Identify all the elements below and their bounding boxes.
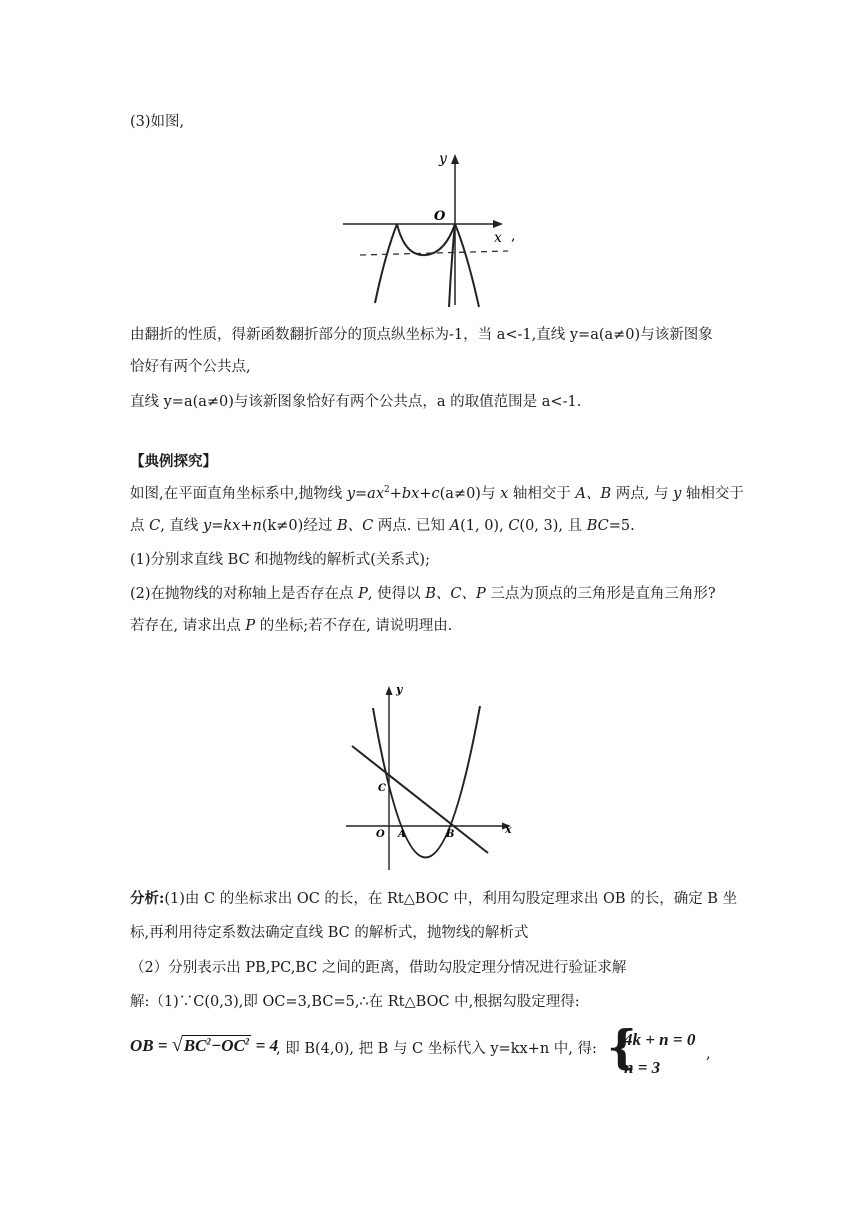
part3-line2: 恰好有两个公共点, — [130, 359, 251, 375]
fig1-y-arrow — [451, 154, 459, 164]
fig2-y-label: y — [396, 683, 403, 696]
fig2-x-label: x — [505, 823, 512, 836]
example-paragraph-line1: 如图,在平面直角坐标系中,抛物线 $y=ax^2+bx+c(a\ne 0)$与 x 轴相交于 A、B 两点, 与 y 轴相交于 — [130, 485, 744, 502]
example-title: 【典例探究】 — [130, 453, 217, 470]
part3-heading: (3)如图, — [130, 114, 185, 130]
fig1-y-label: y — [439, 151, 447, 167]
fig2-line-bc — [352, 746, 488, 853]
question-1: (1)分别求直线 BC 和抛物线的解析式(关系式); — [130, 552, 430, 568]
fig1-right-branch — [455, 224, 479, 307]
solution-formula — [130, 1020, 730, 1088]
formula-end-comma: , — [706, 1046, 711, 1062]
figure-folded-parabola — [335, 145, 535, 315]
part3-line3: 直线 y=a(a≠0)与该新图象恰好有两个公共点，a 的取值范围是 a<-1. — [130, 394, 582, 410]
analysis-line2: 标,再利用待定系数法确定直线 BC 的解析式，抛物线的解析式 — [130, 925, 529, 941]
system-brace: { — [607, 1020, 637, 1074]
fig1-x-label: x — [494, 230, 502, 246]
system-equation-2: n = 3 — [624, 1058, 661, 1077]
example-paragraph-line2: 点 C, 直线 y=kx+n(k≠0)经过 B、C 两点. 已知 A(1, 0), C(0, 3), 且 BC=5. — [130, 518, 635, 534]
system-equation-1: 4k + n = 0 — [624, 1030, 696, 1049]
fig2-origin-label: O — [376, 829, 385, 840]
ob-formula: OB = $√BC^2-OC^2 = 4$ — [130, 1034, 279, 1056]
fig2-point-a: A — [398, 829, 406, 840]
fig1-origin-label: O — [434, 209, 446, 224]
fig1-x-arrow — [493, 220, 503, 228]
solution-line1: 解:（1)∵C(0,3),即 OC=3,BC=5,∴在 Rt△BOC 中,根据勾股定理得: — [130, 994, 580, 1010]
analysis-line1: 分析:(1)由 C 的坐标求出 OC 的长，在 Rt△BOC 中，利用勾股定理求出 OB 的长，确定 B 坐 — [130, 890, 738, 907]
formula-explanation: , 即 B(4,0), 把 B 与 C 坐标代入 y=kx+n 中, 得: — [276, 1041, 597, 1057]
fig1-left-branch — [375, 224, 397, 303]
fig2-point-c: C — [378, 783, 386, 794]
part3-line1: 由翻折的性质，得新函数翻折部分的顶点纵坐标为-1，当 a<-1,直线 y=a(a≠0)与该新图象 — [130, 327, 713, 343]
fig2-y-arrow — [386, 686, 393, 695]
question-2-line1: (2)在抛物线的对称轴上是否存在点 P, 使得以 B、C、P 三点为顶点的三角形是直角三角形? — [130, 586, 716, 602]
figure-parabola-line — [340, 678, 530, 873]
analysis-line3: （2）分别表示出 PB,PC,BC 之间的距离，借助勾股定理分情况进行验证求解 — [130, 960, 627, 976]
question-2-line2: 若存在, 请求出点 P 的坐标;若不存在, 请说明理由. — [130, 618, 453, 634]
fig1-trailing-comma: , — [511, 228, 516, 244]
fig1-folded-part — [397, 224, 455, 255]
fig2-point-b: B — [446, 829, 455, 840]
